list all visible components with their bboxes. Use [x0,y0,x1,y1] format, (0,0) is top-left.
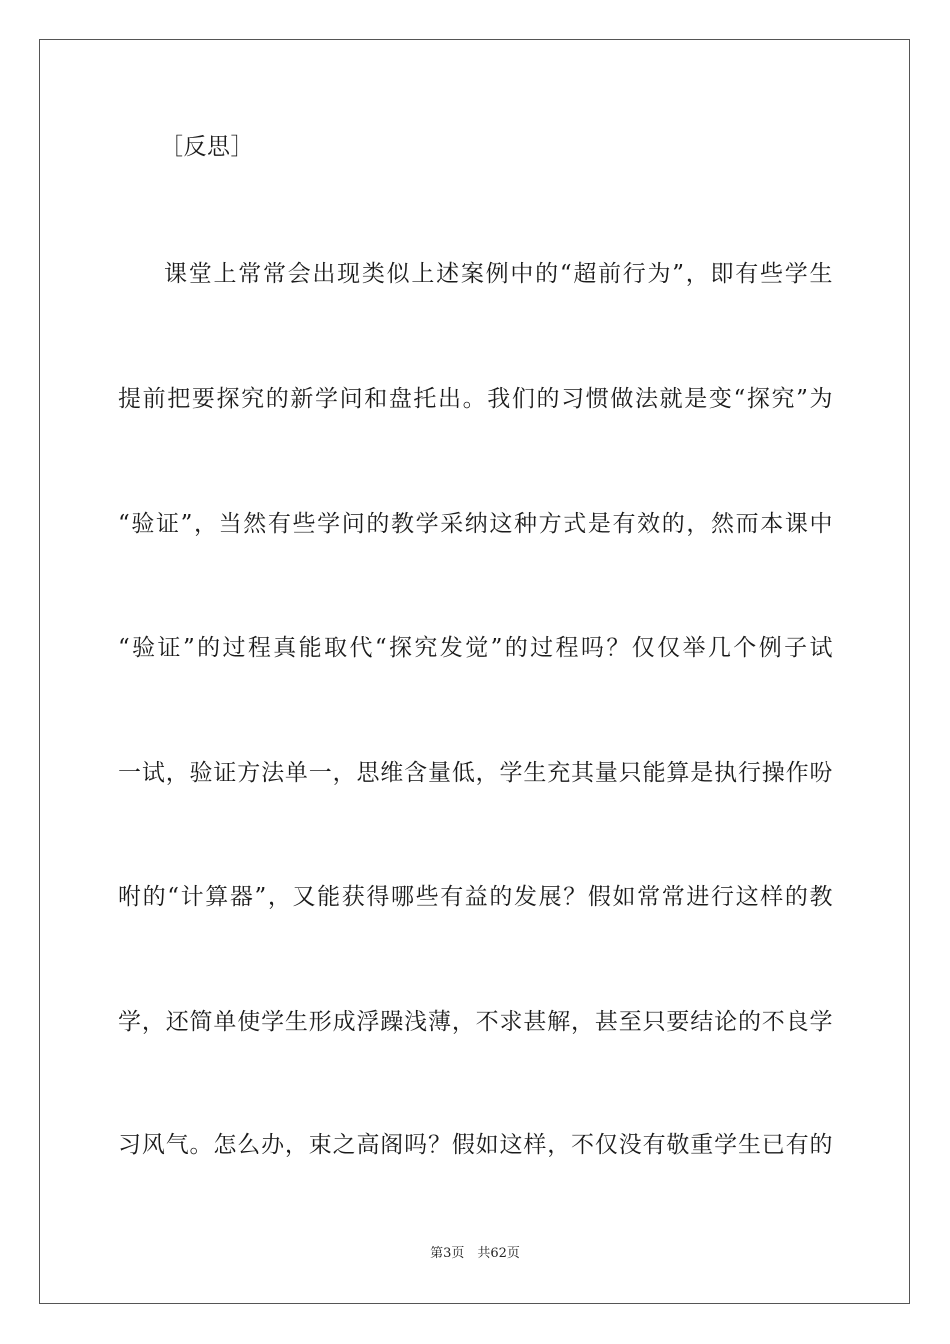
paragraph-line-7: 学，还简单使学生形成浮躁浅薄，不求甚解，甚至只要结论的不良学 [118,1009,833,1035]
paragraph-line-5: 一试，验证方法单一，思维含量低，学生充其量只能算是执行操作吩 [118,760,833,786]
page-border [39,39,910,1304]
section-heading: ［反思］ [160,134,254,160]
paragraph-line-2: 提前把要探究的新学问和盘托出。我们的习惯做法就是变“探究”为 [118,386,833,412]
paragraph-line-8: 习风气。怎么办，束之高阁吗？假如这样，不仅没有敬重学生已有的 [118,1132,833,1158]
paragraph-line-6: 咐的“计算器”，又能获得哪些有益的发展？假如常常进行这样的教 [118,884,833,910]
paragraph-line-3: “验证”，当然有些学问的教学采纳这种方式是有效的，然而本课中 [118,511,833,537]
paragraph-line-1: 课堂上常常会出现类似上述案例中的“超前行为”，即有些学生 [164,261,833,287]
paragraph-line-4: “验证”的过程真能取代“探究发觉”的过程吗？仅仅举几个例子试 [118,635,833,661]
page-number-footer: 第3页 共62页 [430,1246,520,1261]
